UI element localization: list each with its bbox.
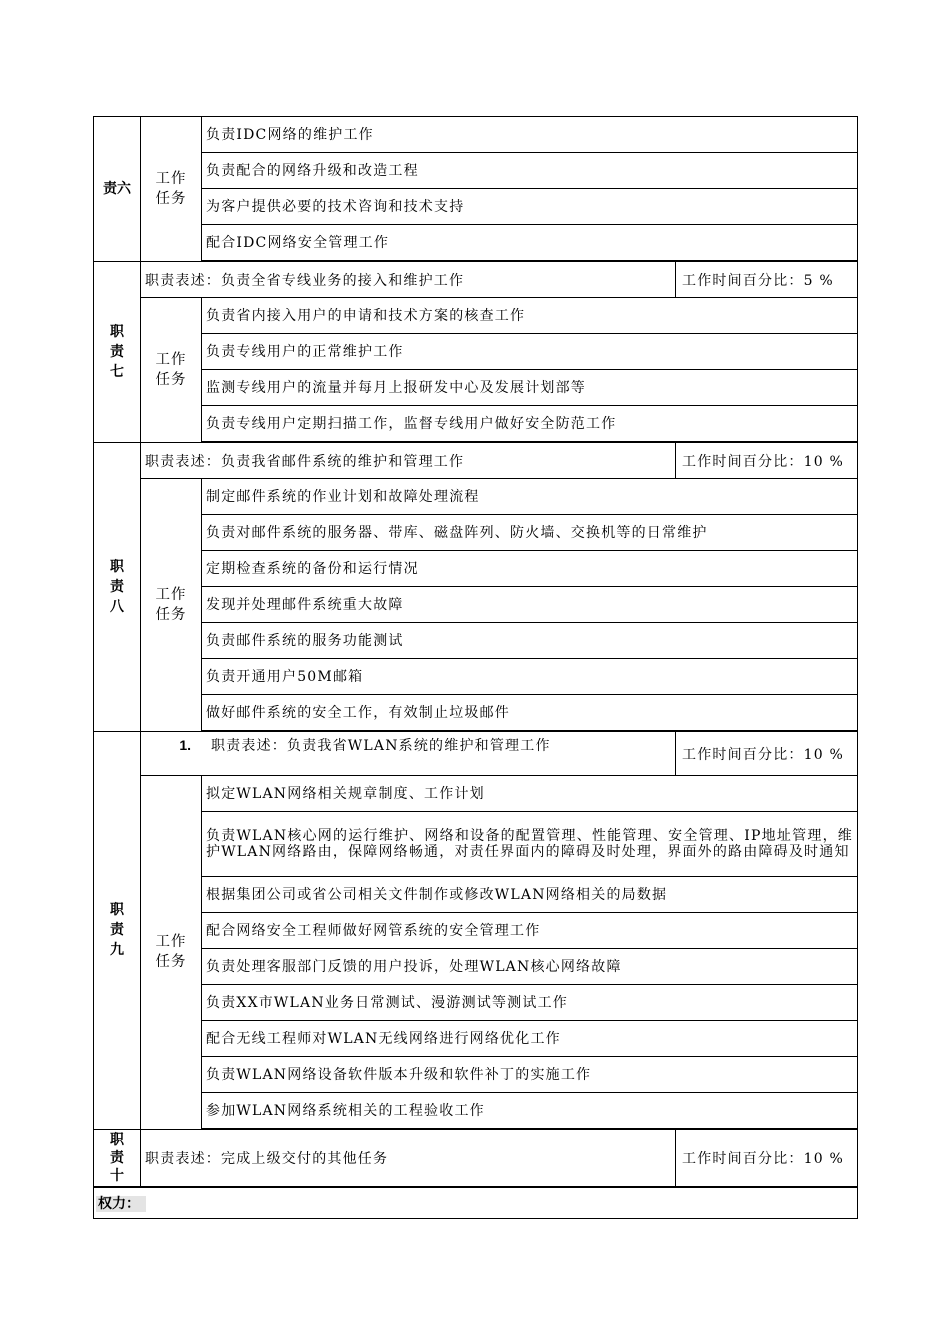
duty-9-task-3: 根据集团公司或省公司相关文件制作或修改WLAN网络相关的局数据 <box>202 877 858 913</box>
duty-6-label: 责六 <box>94 117 141 262</box>
duty-8-task-3: 定期检查系统的备份和运行情况 <box>202 551 858 587</box>
duty-7-task-3: 监测专线用户的流量并每月上报研发中心及发展计划部等 <box>202 370 858 406</box>
duty-10-label: 职责十 <box>94 1129 141 1187</box>
duty-8-task-5: 负责邮件系统的服务功能测试 <box>202 623 858 659</box>
duty-7-task-2: 负责专线用户的正常维护工作 <box>202 334 858 370</box>
duty-6-task-group-label: 工作任务 <box>141 117 202 262</box>
duty-8-task-4: 发现并处理邮件系统重大故障 <box>202 587 858 623</box>
duty-9-time-percentage: 工作时间百分比：10 % <box>676 731 858 776</box>
duty-9-task-9: 参加WLAN网络系统相关的工程验收工作 <box>202 1093 858 1130</box>
power-label: 权力： <box>96 1196 146 1212</box>
power-section <box>94 1187 858 1219</box>
duty-8-time-percentage: 工作时间百分比：10 % <box>676 442 858 479</box>
duty-8-task-group-label: 工作任务 <box>141 479 202 732</box>
duty-9-label: 职责九 <box>94 731 141 1129</box>
duty-9-task-4: 配合网络安全工程师做好网管系统的安全管理工作 <box>202 913 858 949</box>
duty-10-description: 职责表述：完成上级交付的其他任务 <box>141 1129 676 1187</box>
duty-8-task-6: 负责开通用户50M邮箱 <box>202 659 858 695</box>
duty-9-task-7: 配合无线工程师对WLAN无线网络进行网络优化工作 <box>202 1021 858 1057</box>
duty-6-task-2: 负责配合的网络升级和改造工程 <box>202 153 858 189</box>
duty-9-description: 1. 职责表述：负责我省WLAN系统的维护和管理工作 <box>141 731 676 776</box>
duty-9-task-2: 负责WLAN核心网的运行维护、网络和设备的配置管理、性能管理、安全管理、IP地址管理，维护WLAN网络路由，保障网络畅通，对责任界面内的障碍及时处理，界面外的路由障碍及时通知 <box>202 812 858 877</box>
duty-8-description: 职责表述：负责我省邮件系统的维护和管理工作 <box>141 442 676 479</box>
duty-6-task-4: 配合IDC网络安全管理工作 <box>202 225 858 262</box>
duty-9-task-group-label: 工作任务 <box>141 776 202 1130</box>
duty-6-task-3: 为客户提供必要的技术咨询和技术支持 <box>202 189 858 225</box>
duty-8-task-1: 制定邮件系统的作业计划和故障处理流程 <box>202 479 858 515</box>
job-description-document <box>93 116 857 1219</box>
duty-9-task-6: 负责XX市WLAN业务日常测试、漫游测试等测试工作 <box>202 985 858 1021</box>
duty-7-label: 职责七 <box>94 261 141 442</box>
duty-7-task-1: 负责省内接入用户的申请和技术方案的核查工作 <box>202 298 858 334</box>
duty-8-task-2: 负责对邮件系统的服务器、带库、磁盘阵列、防火墙、交换机等的日常维护 <box>202 515 858 551</box>
duty-7-task-4: 负责专线用户定期扫描工作，监督专线用户做好安全防范工作 <box>202 406 858 443</box>
duty-7-description: 职责表述：负责全省专线业务的接入和维护工作 <box>141 261 676 298</box>
duty-9-task-1: 拟定WLAN网络相关规章制度、工作计划 <box>202 776 858 812</box>
duty-8-task-7: 做好邮件系统的安全工作，有效制止垃圾邮件 <box>202 695 858 732</box>
duties-table <box>93 116 858 1219</box>
duty-6-task-1: 负责IDC网络的维护工作 <box>202 117 858 153</box>
duty-7-task-group-label: 工作任务 <box>141 298 202 443</box>
duty-8-label: 职责八 <box>94 442 141 731</box>
duty-9-task-5: 负责处理客服部门反馈的用户投诉，处理WLAN核心网络故障 <box>202 949 858 985</box>
duty-9-list-number: 1. <box>179 737 191 753</box>
duty-9-task-8: 负责WLAN网络设备软件版本升级和软件补丁的实施工作 <box>202 1057 858 1093</box>
duty-7-time-percentage: 工作时间百分比：5 % <box>676 261 858 298</box>
duty-10-time-percentage: 工作时间百分比：10 % <box>676 1129 858 1187</box>
